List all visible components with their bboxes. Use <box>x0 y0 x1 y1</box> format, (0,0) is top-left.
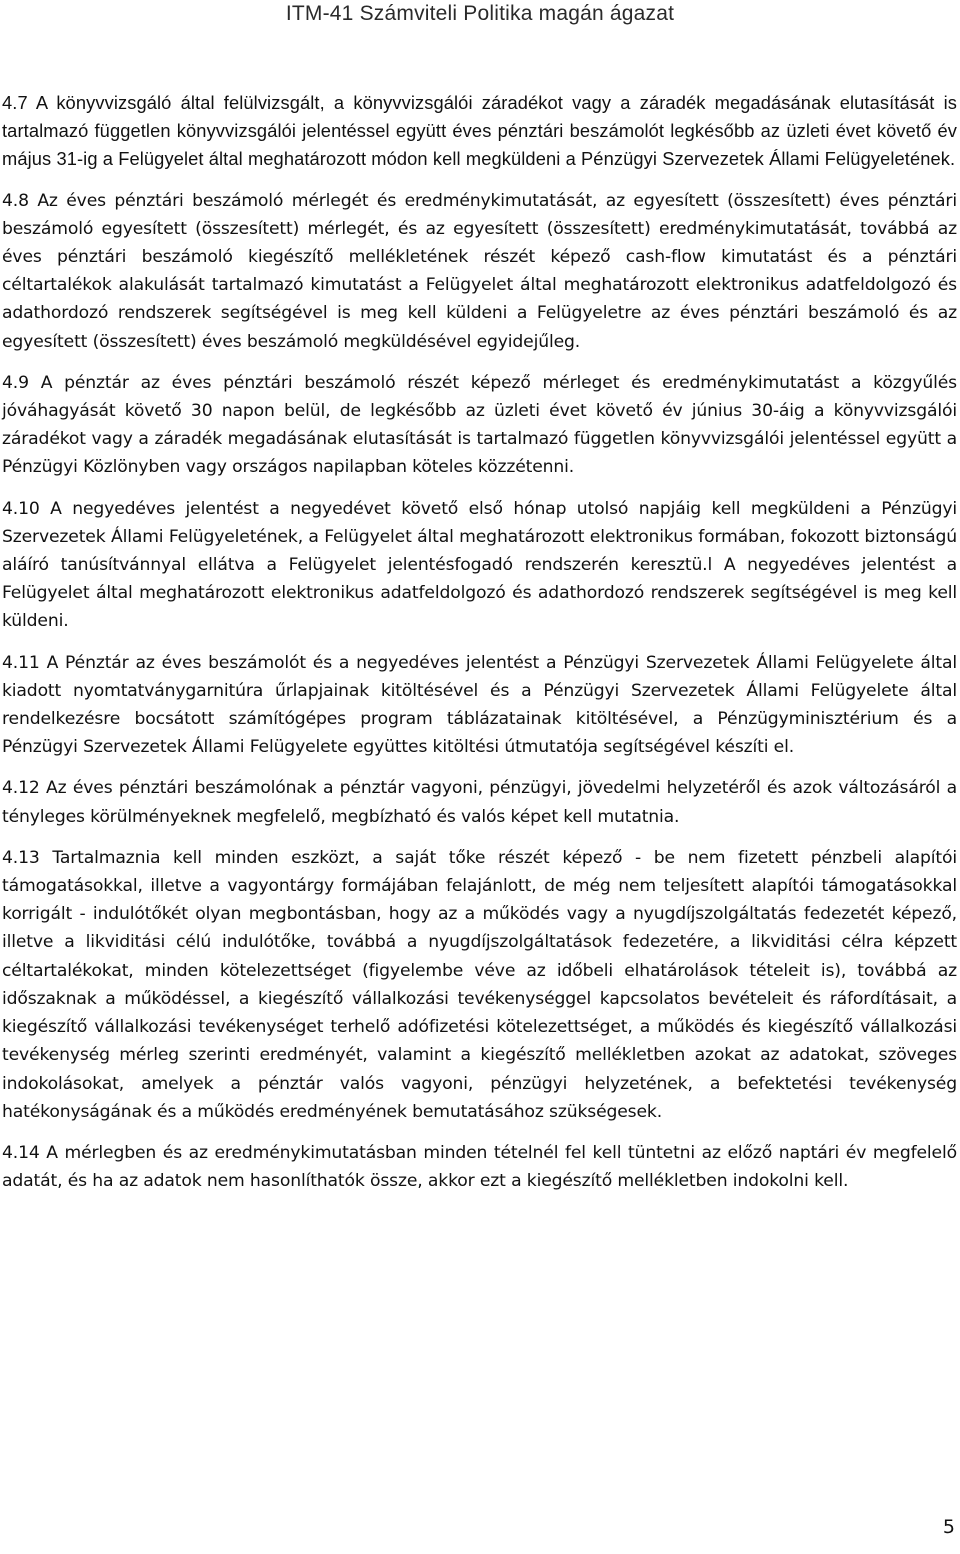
paragraph-number: 4.13 <box>2 847 40 868</box>
paragraph-text: Tartalmaznia kell minden eszközt, a saját tőke részét képező - be nem fizetett pénzbeli alapítói támogatásokkal, illetve a vagyontárgy formájában felajánlott, de még nem teljesített alapítói támogatásokkal korrigált - indulótőkét olyan megbontásban, hogy az a működés vagy a nyugdíjszolgáltatás fedezetét képező, illetve a likviditási célú indulótőke, továbbá a nyugdíjszolgáltatások fedezetére, a likviditási célra képzett céltartalékokat, minden kötelezettséget (figyelembe véve az időbeli elhatárolások tételeit is), továbbá az időszaknak a működéssel, a kiegészítő vállalkozási tevékenységgel kapcsolatos bevételeit és ráfordításait, a kiegészítő vállalkozási tevékenységet terhelő adófizetési kötelezettséget, a működés és kiegészítő vállalkozási tevékenység mérleg szerinti eredményét, valamint a kiegészítő mellékletben azokat az adatokat, szöveges indokolásokat, amelyek a pénztár valós vagyoni, pénzügyi helyzetének, a befektetési tevékenység hatékonyságának és a működés eredményének bemutatásához szükségesek. <box>2 847 957 1122</box>
paragraph-number: 4.10 <box>2 498 40 519</box>
paragraph-4-8 <box>2 187 957 356</box>
paragraph-number: 4.8 <box>2 190 29 211</box>
paragraph-4-12 <box>2 774 957 830</box>
document-body <box>2 89 957 1208</box>
paragraph-4-14 <box>2 1139 957 1195</box>
page-number: 5 <box>942 1516 955 1538</box>
paragraph-number: 4.7 <box>2 92 28 113</box>
paragraph-number: 4.12 <box>2 778 40 799</box>
paragraph-number: 4.11 <box>2 652 40 673</box>
paragraph-4-10 <box>2 495 957 636</box>
paragraph-number: 4.9 <box>2 372 29 393</box>
paragraph-text: A Pénztár az éves beszámolót és a negyedéves jelentést a Pénzügyi Szervezetek Állami Felügyelete által kiadott nyomtatványgarnitúra űrlapjainak kitöltésével és a Pénzügyi Szervezetek Állami Felügyelete által rendelkezésre bocsátott számítógépes program táblázatainak kitöltésével, a Pénzügyminisztérium és a Pénzügyi Szervezetek Állami Felügyelete együttes kitöltési útmutatója segítségével készíti el. <box>2 652 957 758</box>
paragraph-4-11 <box>2 649 957 762</box>
paragraph-text: A pénztár az éves pénztári beszámoló részét képező mérleget és eredménykimutatást a közgyűlés jóváhagyását követő 30 napon belül, de legkésőbb az üzleti évet követő év június 30-áig a könyvvizsgálói záradékot vagy a záradék megadásának elutasítását is tartalmazó független könyvvizsgálói jelentéssel együtt a Pénzügyi Közlönyben vagy országos napilapban köteles közzétenni. <box>2 372 957 478</box>
paragraph-text: A negyedéves jelentést a negyedévet követő első hónap utolsó napjáig kell megküldeni a Pénzügyi Szervezetek Állami Felügyeletének, a Felügyelet által meghatározott elektronikus formában, fokozott biztonságú aláíró tanúsítvánnyal ellátva a Felügyelet jelentésfogadó rendszerén keresztü.l A negyedéves jelentést a Felügyelet által meghatározott elektronikus adatfeldolgozó és adathordozó rendszerek segítségével is meg kell küldeni. <box>2 498 957 632</box>
paragraph-text: Az éves pénztári beszámoló mérlegét és eredménykimutatását, az egyesített (összesített) éves pénztári beszámoló egyesített (összesített) mérlegét, és az egyesített (összesített) eredménykimutatását, továbbá az éves pénztári beszámoló kiegészítő mellékletének részét képező cash-flow kimutatást és a pénztári céltartalékok alakulását tartalmazó kimutatást a Felügyelet által meghatározott elektronikus adatfeldolgozó és adathordozó rendszerek segítségével is meg kell küldeni a Felügyeletre az éves pénztári beszámoló és az egyesített (összesített) éves beszámoló megküldésével egyidejűleg. <box>2 190 957 352</box>
paragraph-text: A könyvvizsgáló által felülvizsgált, a könyvvizsgálói záradékot vagy a záradék megadásának elutasítását is tartalmazó független könyvvizsgálói jelentéssel együtt éves pénztári beszámolót legkésőbb az üzleti évet követő év május 31-ig a Felügyelet által meghatározott módon kell megküldeni a Pénzügyi Szervezetek Állami Felügyeletének. <box>2 92 957 170</box>
paragraph-4-7 <box>2 89 957 174</box>
paragraph-text: A mérlegben és az eredménykimutatásban minden tételnél fel kell tüntetni az előző naptári év megfelelő adatát, és ha az adatok nem hasonlíthatók össze, akkor ezt a kiegészítő mellékletben indokolni kell. <box>2 1142 957 1192</box>
paragraph-number: 4.14 <box>2 1142 40 1163</box>
paragraph-4-9 <box>2 369 957 482</box>
page-header: ITM-41 Számviteli Politika magán ágazat <box>285 2 675 25</box>
paragraph-4-13 <box>2 844 957 1126</box>
paragraph-text: Az éves pénztári beszámolónak a pénztár vagyoni, pénzügyi, jövedelmi helyzetéről és azok változásáról a tényleges körülményeknek megfelelő, megbízható és valós képet kell mutatnia. <box>2 778 957 827</box>
